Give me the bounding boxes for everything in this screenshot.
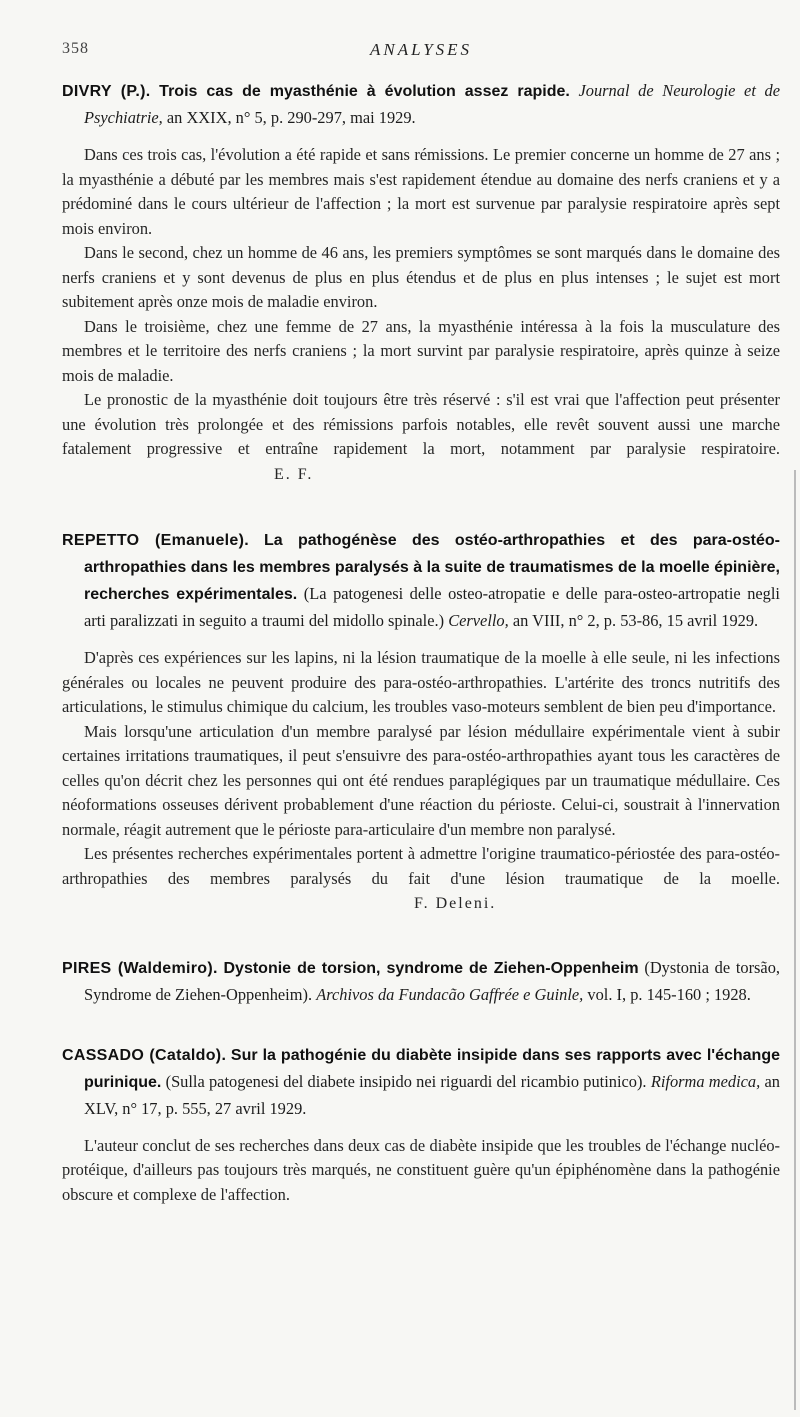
entry-paragraph <box>62 842 780 917</box>
entry-author: PIRES (Waldemiro). <box>62 959 218 977</box>
reviewer-signature: E. F. <box>274 465 314 483</box>
entry-paragraph: Dans le second, chez un homme de 46 ans, les premiers symptômes se sont marqués dans le domaine des nerfs craniens et y sont devenus de plus en plus étendus et de plus en plus intenses ; le sujet est mort subitement après onze mois de maladie environ. <box>62 243 780 311</box>
entry-original-title: (Dystonia de torsão, Syndrome de Ziehen-Oppenheim). <box>84 957 780 1004</box>
entry-author: DIVRY (P.). <box>62 83 151 100</box>
review-entry-divry <box>62 78 780 487</box>
entry-heading <box>62 78 780 131</box>
page-number: 358 <box>62 40 89 57</box>
page-edge-shadow <box>794 470 796 1410</box>
entry-paragraph: Mais lorsqu'une articulation d'un membre paralysé par lésion médullaire expérimentale vient à subir certaines irritations traumatiques, il peut s'ensuivre des para-ostéo-arthropathies ayant tous les caractères de celles qu'on décrit chez les personnes qui ont été rendues paraplégiques par un traumatique médullaire. Ces néoformations osseuses dérivent probablement d'une réaction du périoste. Celui-ci, soustrait à l'innervation normale, réagit autrement que le périoste para-articulaire d'un membre non paralysé. <box>62 721 780 839</box>
running-title: ANALYSES <box>369 40 473 59</box>
entry-paragraph-text: Le pronostic de la myasthénie doit toujours être très réservé : s'il est vrai que l'affection peut présenter une évolution très prolongée et des rémissions parfois notables, elle revêt souvent aussi une marche fatalement progressive et entraîne rapidement la mort, notamment par paralysie respiratoire. <box>62 390 780 458</box>
entry-journal: Journal de Neurologie et de Psychiatrie, <box>84 81 780 127</box>
entry-title: Sur la pathogénie du diabète insipide dans ses rapports avec l'échange purinique. <box>84 1046 780 1091</box>
entry-title: Trois cas de myasthénie à évolution assez rapide. <box>159 83 570 100</box>
entry-title: La pathogénèse des ostéo-arthropathies et des para-ostéo-arthropathies dans les membres paralysés à la suite de traumatismes de la moelle épinière, recherches expérimentales. <box>84 532 781 603</box>
entry-author: CASSADO (Cataldo). <box>62 1046 227 1064</box>
entry-paragraph: Dans ces trois cas, l'évolution a été rapide et sans rémissions. Le premier concerne un homme de 27 ans ; la myasthénie a débuté par les membres mais s'est rapidement étendue au domaine des nerfs craniens et y a prédominé dans le cours ultérieur de l'affection ; la mort est survenue par paralysie respiratoire après sept mois environ. <box>62 145 780 238</box>
entry-paragraph: L'auteur conclut de ses recherches dans deux cas de diabète insipide que les troubles de l'échange nucléo-protéique, d'ailleurs pas toujours très marqués, ne constituent guère qu'un épiphénomène dans la pathogénie obscure et complexe de l'affection. <box>62 1135 780 1204</box>
entry-heading <box>62 1042 780 1122</box>
review-entry-cassado <box>62 1042 780 1208</box>
entry-heading <box>62 527 780 634</box>
running-head <box>62 40 780 70</box>
review-entry-pires <box>62 955 780 1008</box>
entry-paragraph: D'après ces expériences sur les lapins, ni la lésion traumatique de la moelle à elle seule, ni les infections générales ou locales ne peuvent produire des para-ostéo-arthropathies. L'artérite des troncs nutritifs des articulations, le stimulus chimique du calcium, les troubles vaso-moteurs semblent de bien peu d'importance. <box>62 648 780 716</box>
entry-journal: Archivos da Fundacão Gaffrée e Guinle, <box>316 984 584 1004</box>
entry-details: an XLV, n° 17, p. 555, 27 avril 1929. <box>84 1071 780 1118</box>
reviewer-signature: F. Deleni. <box>414 895 497 912</box>
entry-original-title: (Sulla patogenesi del diabete insipido nei riguardi del ricambio putinico). <box>165 1071 647 1091</box>
entry-paragraph: Dans le troisième, chez une femme de 27 ans, la myasthénie intéressa à la fois la musculature des membres et le territoire des nerfs craniens ; la mort survint par paralysie respiratoire, après quinze à seize mois de maladie. <box>62 316 780 385</box>
entry-heading <box>62 955 780 1008</box>
review-entry-repetto <box>62 527 780 917</box>
entry-original-title: (La patogenesi delle osteo-atropatie e delle para-osteo-artropatie negli arti paralizzati in seguito a traumi del midollo spinale.) <box>84 584 780 630</box>
entry-details: an VIII, n° 2, p. 53-86, 15 avril 1929. <box>512 611 759 630</box>
entry-journal: Cervello, <box>448 611 509 630</box>
entry-paragraph-text: Les présentes recherches expérimentales portent à admettre l'origine traumatico-périostée des para-ostéo-arthropathies des membres paralysés du fait d'une lésion traumatique de la moelle. <box>62 844 780 888</box>
entry-title: Dystonie de torsion, syndrome de Ziehen-Oppenheim <box>223 959 639 977</box>
entry-details: an XXIX, n° 5, p. 290-297, mai 1929. <box>166 108 416 127</box>
entry-details: vol. I, p. 145-160 ; 1928. <box>587 984 751 1004</box>
entry-journal: Riforma medica, <box>650 1071 761 1091</box>
entry-author: REPETTO (Emanuele). <box>62 532 249 549</box>
entry-paragraph <box>62 388 780 487</box>
